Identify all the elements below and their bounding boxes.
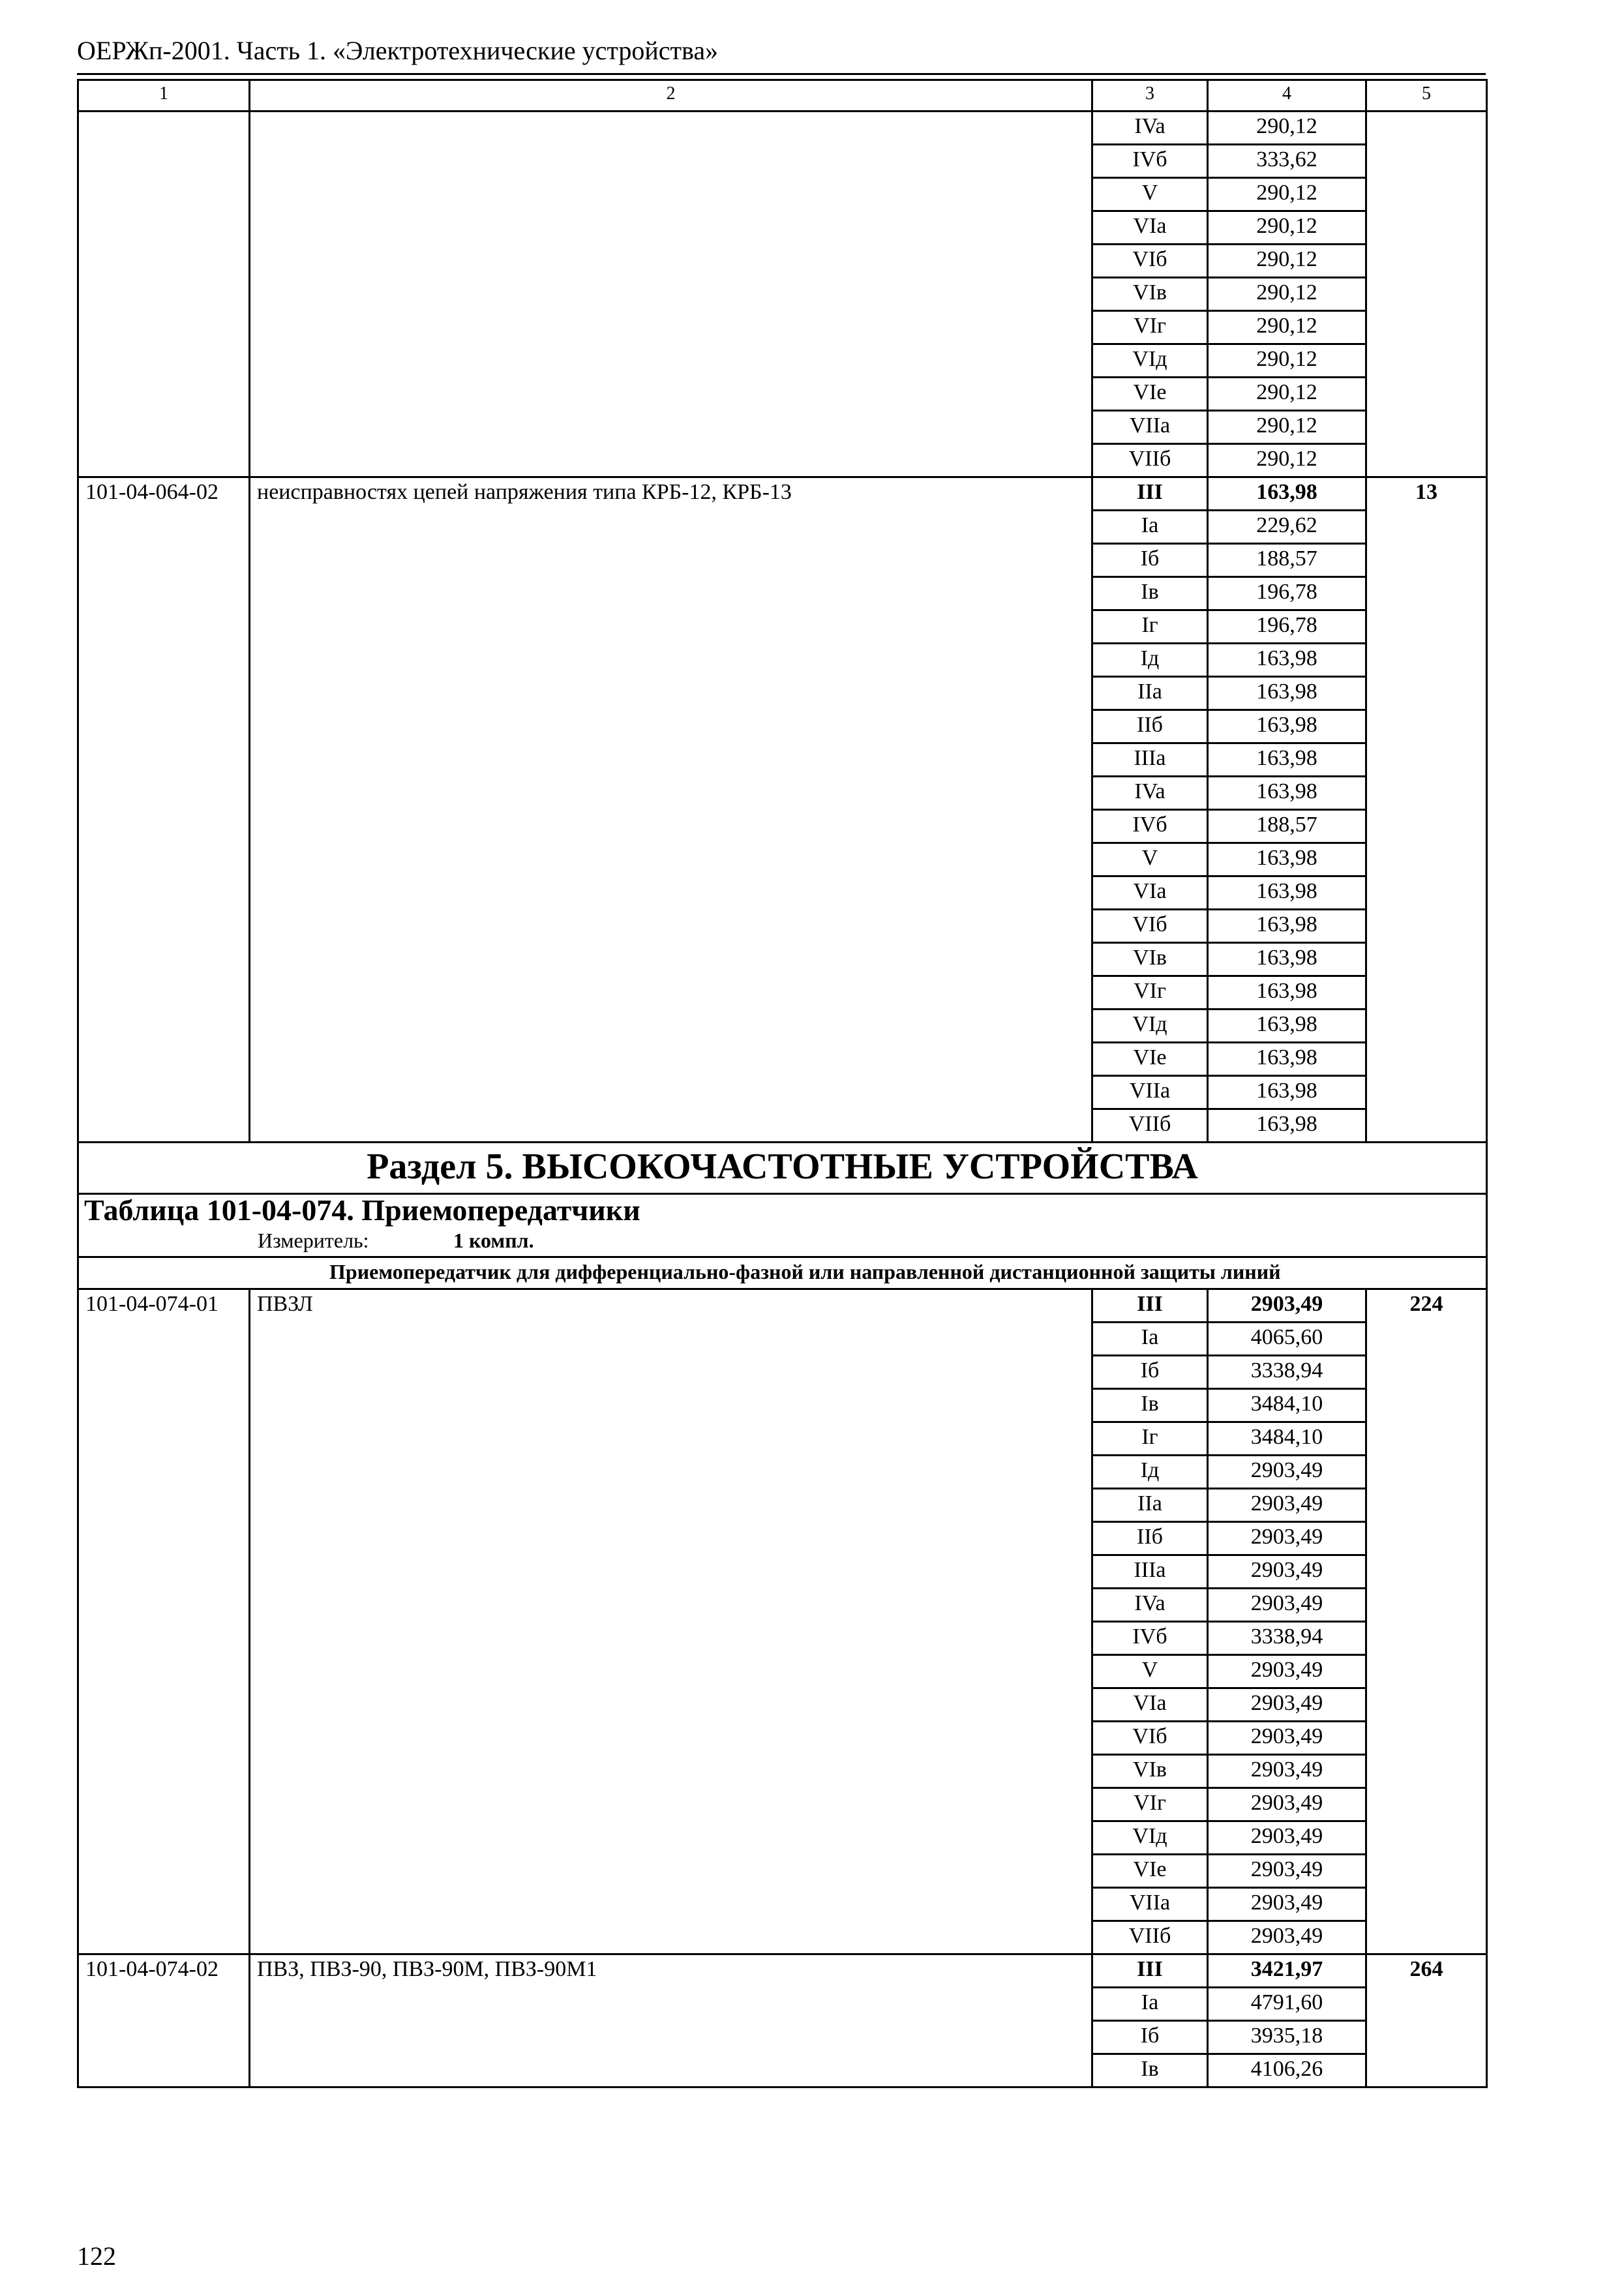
price-value: 2903,49 — [1208, 1855, 1366, 1888]
column-number: 3 — [1092, 80, 1208, 112]
subheading-row — [78, 1257, 1487, 1289]
zone-category: Iг — [1092, 1422, 1208, 1456]
zone-category: VIд — [1092, 1821, 1208, 1855]
zone-category: VIa — [1092, 876, 1208, 910]
price-value: 163,98 — [1208, 976, 1366, 1010]
zone-category: Iв — [1092, 2054, 1208, 2087]
zone-category: VIIб — [1092, 1109, 1208, 1143]
price-value: 163,98 — [1208, 1109, 1366, 1143]
price-value: 290,12 — [1208, 112, 1366, 145]
zone-category: VIIa — [1092, 411, 1208, 444]
zone-category: IIa — [1092, 1489, 1208, 1522]
zone-category: VIг — [1092, 311, 1208, 344]
zone-category: Iб — [1092, 544, 1208, 577]
zone-category: VIe — [1092, 1043, 1208, 1076]
zone-category: IIб — [1092, 710, 1208, 743]
price-value: 290,12 — [1208, 411, 1366, 444]
resource-code: 101-04-064-02 — [78, 477, 250, 1143]
zone-category: VIв — [1092, 278, 1208, 311]
price-value: 2903,49 — [1208, 1456, 1366, 1489]
zone-category: VIe — [1092, 378, 1208, 411]
price-value: 163,98 — [1208, 743, 1366, 777]
resource-name: ПВЗ, ПВЗ-90, ПВЗ-90М, ПВЗ-90М1 — [250, 1954, 1092, 2087]
zone-category: VIIб — [1092, 1921, 1208, 1954]
zone-category: V — [1092, 843, 1208, 876]
mass-value: 13 — [1366, 477, 1487, 1143]
price-value: 290,12 — [1208, 378, 1366, 411]
price-value: 163,98 — [1208, 710, 1366, 743]
zone-category: Ia — [1092, 511, 1208, 544]
price-value: 4065,60 — [1208, 1323, 1366, 1356]
table-title-row — [78, 1194, 1487, 1228]
zone-category: IIIa — [1092, 743, 1208, 777]
price-value: 4106,26 — [1208, 2054, 1366, 2087]
price-value: 2903,49 — [1208, 1722, 1366, 1755]
zone-category: VIг — [1092, 1788, 1208, 1821]
resource-code: 101-04-074-02 — [78, 1954, 250, 2087]
price-value: 163,98 — [1208, 943, 1366, 976]
price-value: 290,12 — [1208, 311, 1366, 344]
price-value: 2903,49 — [1208, 1788, 1366, 1821]
measure-line — [78, 1227, 1487, 1257]
zone-category: VIe — [1092, 1855, 1208, 1888]
zone-category: V — [1092, 178, 1208, 211]
section-title: Раздел 5. ВЫСОКОЧАСТОТНЫЕ УСТРОЙСТВА — [78, 1143, 1487, 1194]
table-row — [78, 112, 1487, 145]
running-header: ОЕРЖп-2001. Часть 1. «Электротехнические устройства» — [77, 36, 719, 65]
price-value: 188,57 — [1208, 810, 1366, 843]
price-value: 3484,10 — [1208, 1422, 1366, 1456]
price-value: 163,98 — [1208, 1010, 1366, 1043]
column-number: 5 — [1366, 80, 1487, 112]
price-value: 290,12 — [1208, 211, 1366, 245]
price-value: 3338,94 — [1208, 1622, 1366, 1655]
price-value: 290,12 — [1208, 344, 1366, 378]
zone-category: IIIa — [1092, 1555, 1208, 1589]
price-value: 2903,49 — [1208, 1555, 1366, 1589]
resource-name — [250, 112, 1092, 477]
price-value: 163,98 — [1208, 1076, 1366, 1109]
zone-category: VIг — [1092, 976, 1208, 1010]
price-value: 2903,49 — [1208, 1655, 1366, 1688]
table-row — [78, 1289, 1487, 1323]
measure-label: Измеритель: — [258, 1229, 369, 1252]
price-value: 2903,49 — [1208, 1755, 1366, 1788]
price-value: 163,98 — [1208, 910, 1366, 943]
header-rule — [77, 73, 1486, 75]
zone-category: Ia — [1092, 1323, 1208, 1356]
price-value: 3421,97 — [1208, 1954, 1366, 1988]
measure-value: 1 компл. — [453, 1229, 534, 1252]
zone-category: IIб — [1092, 1522, 1208, 1555]
price-value: 163,98 — [1208, 777, 1366, 810]
zone-category: III — [1092, 1954, 1208, 1988]
price-value: 188,57 — [1208, 544, 1366, 577]
zone-category: VIд — [1092, 344, 1208, 378]
table-row — [78, 477, 1487, 511]
zone-category: Iг — [1092, 610, 1208, 644]
subheading: Приемопередатчик для дифференциально-фазной или направленной дистанционной защиты линий — [78, 1257, 1487, 1289]
column-number: 1 — [78, 80, 250, 112]
price-value: 2903,49 — [1208, 1888, 1366, 1921]
zone-category: IVa — [1092, 777, 1208, 810]
zone-category: VIIб — [1092, 444, 1208, 477]
page-number: 122 — [77, 2241, 116, 2271]
zone-category: IVa — [1092, 1589, 1208, 1622]
zone-category: V — [1092, 1655, 1208, 1688]
zone-category: III — [1092, 1289, 1208, 1323]
mass-value: 224 — [1366, 1289, 1487, 1954]
price-value: 3484,10 — [1208, 1389, 1366, 1422]
zone-category: Iб — [1092, 1356, 1208, 1389]
zone-category: Iв — [1092, 1389, 1208, 1422]
zone-category: VIб — [1092, 245, 1208, 278]
zone-category: IVб — [1092, 810, 1208, 843]
price-value: 2903,49 — [1208, 1289, 1366, 1323]
zone-category: VIб — [1092, 1722, 1208, 1755]
zone-category: VIв — [1092, 1755, 1208, 1788]
price-value: 3935,18 — [1208, 2021, 1366, 2054]
zone-category: Iд — [1092, 1456, 1208, 1489]
column-number: 4 — [1208, 80, 1366, 112]
mass-value: 264 — [1366, 1954, 1487, 2087]
column-number: 2 — [250, 80, 1092, 112]
price-value: 196,78 — [1208, 610, 1366, 644]
price-value: 333,62 — [1208, 145, 1366, 178]
price-value: 163,98 — [1208, 677, 1366, 710]
price-value: 2903,49 — [1208, 1821, 1366, 1855]
mass-value — [1366, 112, 1487, 477]
resource-name: ПВЗЛ — [250, 1289, 1092, 1954]
price-table — [77, 79, 1488, 2088]
zone-category: VIIa — [1092, 1076, 1208, 1109]
section-title-row — [78, 1143, 1487, 1194]
zone-category: IVб — [1092, 1622, 1208, 1655]
price-value: 290,12 — [1208, 444, 1366, 477]
zone-category: IVб — [1092, 145, 1208, 178]
price-value: 2903,49 — [1208, 1522, 1366, 1555]
price-value: 163,98 — [1208, 843, 1366, 876]
zone-category: Iв — [1092, 577, 1208, 610]
zone-category: VIб — [1092, 910, 1208, 943]
price-value: 290,12 — [1208, 245, 1366, 278]
zone-category: VIa — [1092, 1688, 1208, 1722]
zone-category: VIд — [1092, 1010, 1208, 1043]
price-value: 4791,60 — [1208, 1988, 1366, 2021]
price-value: 290,12 — [1208, 178, 1366, 211]
table-row — [78, 1954, 1487, 1988]
price-value: 163,98 — [1208, 876, 1366, 910]
zone-category: VIIa — [1092, 1888, 1208, 1921]
price-value: 2903,49 — [1208, 1688, 1366, 1722]
zone-category: Ia — [1092, 1988, 1208, 2021]
zone-category: III — [1092, 477, 1208, 511]
price-value: 163,98 — [1208, 644, 1366, 677]
price-value: 290,12 — [1208, 278, 1366, 311]
price-table-body — [78, 80, 1487, 2087]
zone-category: Iд — [1092, 644, 1208, 677]
measure-line-row — [78, 1227, 1487, 1257]
price-value: 229,62 — [1208, 511, 1366, 544]
resource-name: неисправностях цепей напряжения типа КРБ-12, КРБ-13 — [250, 477, 1092, 1143]
price-value: 163,98 — [1208, 477, 1366, 511]
price-value: 2903,49 — [1208, 1489, 1366, 1522]
zone-category: VIa — [1092, 211, 1208, 245]
price-value: 2903,49 — [1208, 1589, 1366, 1622]
price-value: 163,98 — [1208, 1043, 1366, 1076]
resource-code — [78, 112, 250, 477]
zone-category: Iб — [1092, 2021, 1208, 2054]
column-number-row — [78, 80, 1487, 112]
price-value: 196,78 — [1208, 577, 1366, 610]
table-title: Таблица 101-04-074. Приемопередатчики — [78, 1194, 1487, 1228]
resource-code: 101-04-074-01 — [78, 1289, 250, 1954]
zone-category: IIa — [1092, 677, 1208, 710]
price-value: 3338,94 — [1208, 1356, 1366, 1389]
zone-category: IVa — [1092, 112, 1208, 145]
zone-category: VIв — [1092, 943, 1208, 976]
price-value: 2903,49 — [1208, 1921, 1366, 1954]
